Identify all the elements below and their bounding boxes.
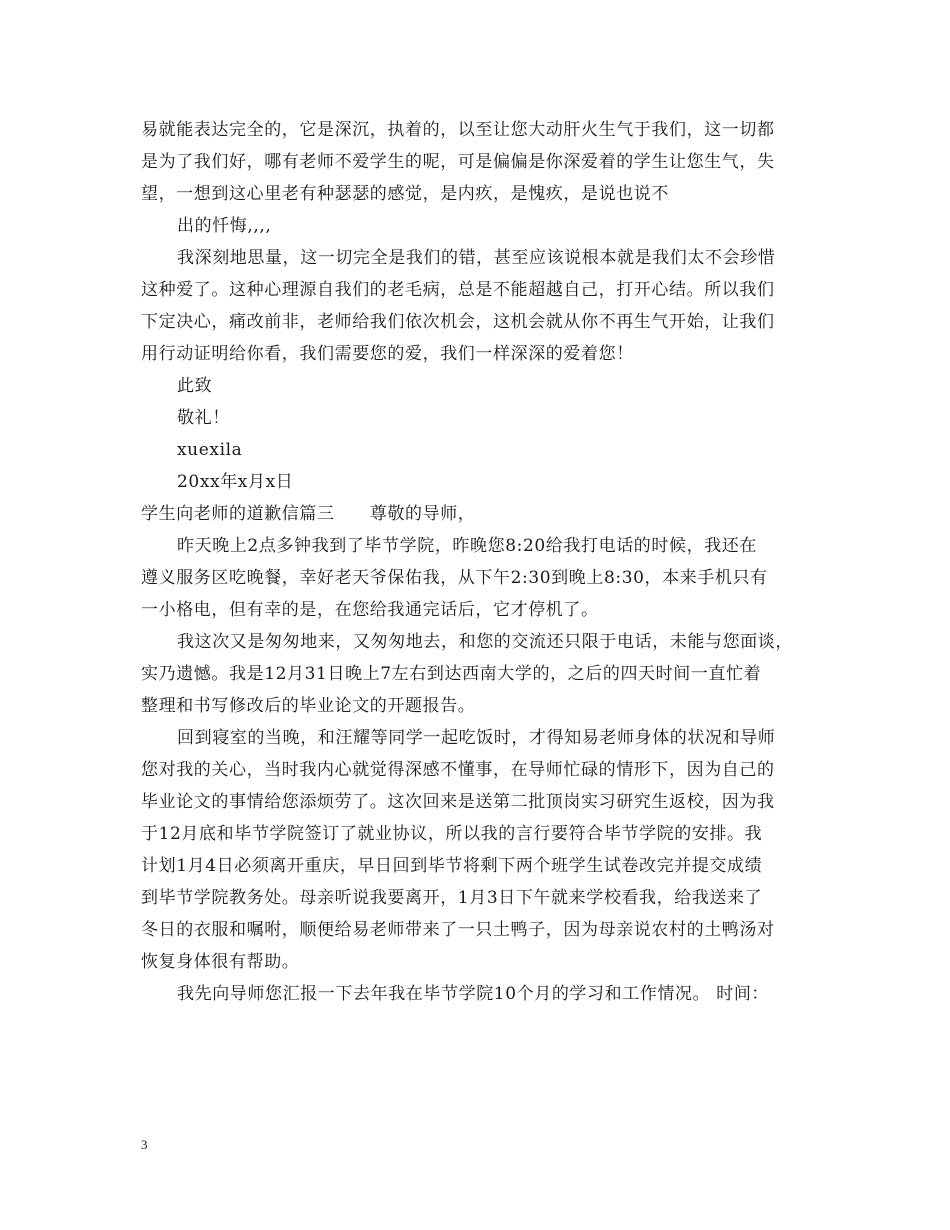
text-line: 恢复身体很有帮助。: [141, 952, 300, 972]
text-line: 望，一想到这心里老有种瑟瑟的感觉，是内疚，是愧疚，是说也说不: [141, 184, 669, 204]
text-line: 用行动证明给你看，我们需要您的爱，我们一样深深的爱着您！: [141, 344, 634, 364]
text-line: 实乃遗憾。我是12月31日晚上7左右到达西南大学的，之后的四天时间一直忙着: [141, 664, 762, 684]
text-line: 我先向导师您汇报一下去年我在毕节学院10个月的学习和工作情况。 时间：: [177, 984, 770, 1004]
text-line: 出的忏悔,,,,: [177, 216, 272, 236]
text-line: 遵义服务区吃晚餐，幸好老天爷保佑我，从下午2:30到晚上8:30，本来手机只有: [141, 568, 768, 588]
text-line: 我深刻地思量，这一切完全是我们的错，甚至应该说根本就是我们太不会珍惜: [177, 248, 776, 268]
text-line: 计划1月4日必须离开重庆，早日回到毕节将剩下两个班学生试卷改完并提交成绩: [141, 856, 763, 876]
text-line: 这种爱了。这种心理源自我们的老毛病，总是不能超越自己，打开心结。所以我们: [141, 280, 775, 300]
text-line: xuexila: [177, 440, 243, 460]
text-line: 整理和书写修改后的毕业论文的开题报告。: [141, 696, 476, 716]
text-line: 易就能表达完全的，它是深沉，执着的，以至让您大动肝火生气于我们，这一切都: [141, 120, 775, 140]
text-line: 一小格电，但有幸的是，在您给我通完话后，它才停机了。: [141, 600, 599, 620]
text-line: 于12月底和毕节学院签订了就业协议，所以我的言行要符合毕节学院的安排。我: [141, 824, 763, 844]
text-line: 学生向老师的道歉信篇三 尊敬的导师，: [141, 504, 476, 524]
text-line: 20xx年x月x日: [177, 472, 294, 492]
text-line: 到毕节学院教务处。母亲听说我要离开，1月3日下午就来学校看我，给我送来了: [141, 888, 763, 908]
body-text: [141, 114, 821, 1010]
text-line: 毕业论文的事情给您添烦劳了。这次回来是送第二批顶岗实习研究生返校，因为我: [141, 792, 775, 812]
text-line: 回到寝室的当晚，和汪耀等同学一起吃饭时，才得知易老师身体的状况和导师: [177, 728, 776, 748]
text-line: 昨天晚上2点多钟我到了毕节学院，昨晚您8:20给我打电话的时候，我还在: [177, 536, 757, 556]
text-line: 敬礼！: [177, 408, 230, 428]
text-line: 下定决心，痛改前非，老师给我们依次机会，这机会就从你不再生气开始，让我们: [141, 312, 775, 332]
text-line: 是为了我们好，哪有老师不爱学生的呢，可是偏偏是你深爱着的学生让您生气，失: [141, 152, 775, 172]
text-line: 我这次又是匆匆地来，又匆匆地去，和您的交流还只限于电话，未能与您面谈，: [177, 632, 793, 652]
page-number: 3: [141, 1137, 148, 1152]
text-line: 此致: [177, 376, 213, 396]
text-line: 冬日的衣服和嘱咐，顺便给易老师带来了一只土鸭子，因为母亲说农村的土鸭汤对: [141, 920, 775, 940]
text-line: 您对我的关心，当时我内心就觉得深感不懂事，在导师忙碌的情形下，因为自己的: [141, 760, 775, 780]
